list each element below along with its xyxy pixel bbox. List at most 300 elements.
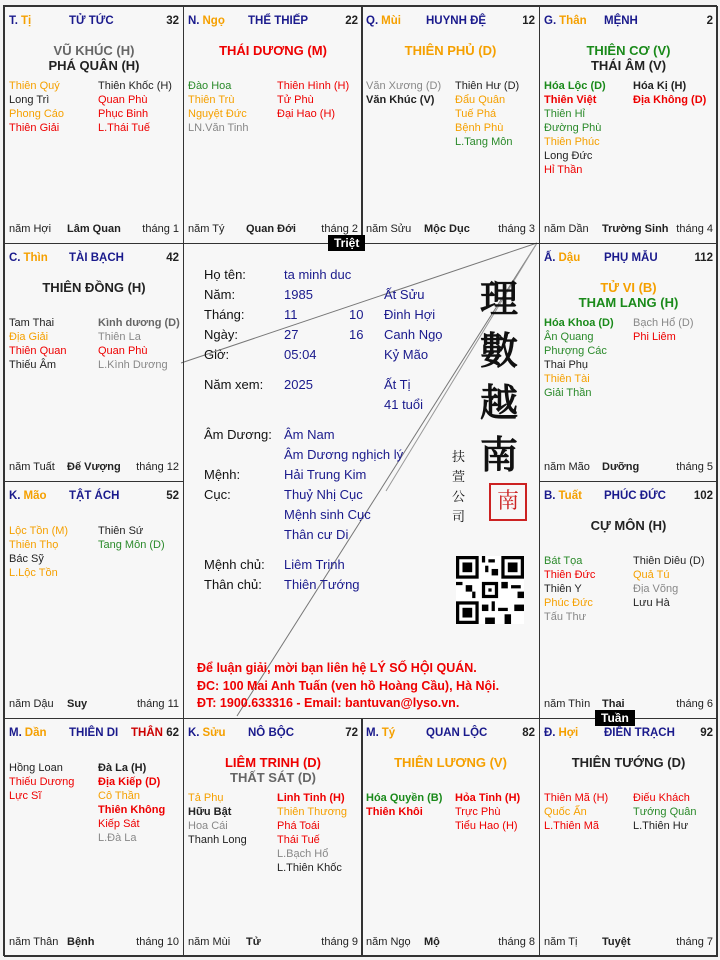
minor-star: Địa Không (D) [633, 94, 707, 106]
month-label: tháng 6 [676, 698, 713, 710]
minor-star: Thiên Phúc [544, 136, 600, 148]
palace-name: HUYNH ĐỆ [426, 15, 487, 27]
triet-tag: Triệt [328, 235, 365, 251]
palace-chi: Hợi [558, 727, 579, 739]
truong-sinh-stage: Thai [602, 698, 625, 710]
palace-can: T. [9, 15, 18, 27]
year-label: năm Mão [544, 461, 590, 473]
main-star: LIÊM TRINH (D) [224, 755, 322, 770]
good-stars-column [9, 79, 64, 135]
minor-star: Trực Phù [455, 806, 501, 818]
calligraphy-char-4: 南 [479, 432, 518, 477]
minor-star: Thiên Tài [544, 373, 590, 385]
palace-chi: Sửu [202, 727, 226, 739]
than-chu-label: Thân chủ: [204, 577, 262, 592]
bad-stars-column [98, 79, 172, 135]
palace-footer [9, 936, 179, 950]
minor-star: Thiên Trù [188, 94, 235, 106]
palace-can: B. [544, 490, 556, 502]
palace-header [9, 490, 179, 504]
minor-star: Đường Phù [544, 122, 602, 134]
ngay-can-chi: Canh Ngọ [384, 327, 443, 342]
minor-star: Thiên Thọ [9, 539, 59, 551]
minor-star: Thiên Hình (H) [277, 80, 350, 92]
minor-star: L.Thái Tuế [98, 122, 150, 134]
cell-mui[interactable] [361, 6, 540, 244]
minor-star: Nguyệt Đức [188, 108, 247, 120]
minor-star: L.Đà La [98, 832, 137, 844]
minor-star: Phục Binh [98, 108, 149, 120]
main-star: THAM LANG (H) [578, 295, 679, 310]
year-label: năm Tị [544, 936, 578, 948]
cell-dan[interactable] [4, 718, 184, 957]
palace-footer [9, 223, 179, 237]
ngay-value: 27 [284, 327, 299, 342]
minor-star: Tấu Thư [544, 611, 587, 623]
cuc-label: Cục: [204, 487, 231, 502]
minor-star: Thiếu Âm [9, 359, 57, 371]
minor-star: Phi Liêm [633, 331, 676, 343]
minor-star: L.Thiên Mã [544, 820, 600, 832]
minor-star: L.Lộc Tồn [9, 567, 58, 579]
cuc-value: Thuỷ Nhị Cục [284, 487, 363, 502]
than-chu-value: Thiên Tướng [284, 577, 360, 592]
tuan-tag: Tuần [595, 710, 635, 726]
palace-can: K. [188, 727, 200, 739]
minor-star: Bạch Hổ (D) [633, 317, 694, 329]
minor-star: Điếu Khách [633, 792, 690, 804]
palace-can: M. [9, 727, 22, 739]
calligraphy-small-1: 扶 [452, 450, 466, 465]
minor-star: Phượng Các [544, 345, 607, 357]
palace-chi: Dậu [558, 252, 581, 264]
month-label: tháng 2 [321, 223, 358, 235]
calligraphy-char-1: 理 [479, 276, 518, 321]
menh-label: Mệnh: [204, 467, 241, 482]
main-star: THIÊN CƠ (V) [586, 43, 671, 58]
minor-star: Thiên Quý [9, 80, 60, 92]
palace-name: ĐIỀN TRẠCH [604, 727, 675, 739]
minor-star: Long Đức [544, 150, 593, 162]
palace-number: 42 [166, 252, 179, 264]
calligraphy-small-2: 萱 [452, 470, 466, 485]
palace-footer [9, 698, 179, 712]
main-star: THIÊN TƯỚNG (D) [571, 755, 686, 770]
truong-sinh-stage: Suy [67, 698, 88, 710]
minor-star: Bác Sỹ [9, 553, 44, 565]
year-label: năm Dần [544, 223, 589, 235]
minor-star: Đẩu Quân [455, 94, 506, 106]
palace-number: 32 [166, 15, 179, 27]
minor-star: Phong Cáo [9, 108, 65, 120]
palace-can: N. [188, 15, 200, 27]
palace-number: 52 [166, 490, 179, 502]
nam-label: Năm: [204, 287, 236, 302]
main-star: THÁI ÂM (V) [590, 58, 667, 73]
ho-ten-value: ta minh duc [284, 267, 352, 282]
palace-name: THIÊN DI [69, 727, 119, 739]
palace-header [366, 15, 535, 29]
palace-name: MỆNH [604, 15, 638, 27]
palace-header [9, 727, 179, 741]
good-stars-column [9, 761, 74, 803]
palace-header [544, 15, 713, 29]
am-duong-value: Âm Nam [284, 427, 335, 442]
palace-can: C. [9, 252, 21, 264]
minor-star: Thiên Quan [9, 345, 67, 357]
palace-number: 102 [693, 490, 713, 502]
minor-star: Quan Phù [98, 345, 148, 357]
palace-name: TỬ TỨC [69, 15, 114, 27]
truong-sinh-stage: Tử [246, 936, 261, 948]
year-label: năm Hợi [9, 223, 52, 235]
palace-number: 12 [522, 15, 535, 27]
good-stars-column [366, 791, 442, 819]
truong-sinh-stage: Trường Sinh [602, 223, 669, 235]
month-label: tháng 11 [136, 698, 179, 710]
seal-char: 南 [496, 489, 519, 514]
minor-star: L.Tang Môn [455, 136, 513, 148]
thang-label: Tháng: [204, 307, 245, 322]
main-star: THÁI DƯƠNG (M) [219, 43, 327, 58]
minor-star: Văn Xương (D) [366, 80, 442, 92]
truong-sinh-stage: Đế Vượng [67, 461, 121, 473]
minor-star: Phá Toái [277, 820, 320, 832]
palace-can: G. [544, 15, 557, 27]
minor-star: Đào Hoa [188, 80, 232, 92]
calligraphy-char-2: 數 [479, 328, 518, 373]
good-stars-column [544, 554, 595, 624]
palace-footer [544, 223, 713, 237]
palace-chi: Tuất [558, 490, 582, 502]
cell-thin[interactable] [4, 243, 184, 482]
month-label: tháng 10 [136, 936, 179, 948]
palace-number: 82 [522, 727, 535, 739]
minor-star: Lộc Tồn (M) [9, 525, 69, 537]
minor-star: Phúc Đức [544, 597, 593, 609]
palace-header [544, 727, 713, 741]
minor-star: Tuế Phá [455, 108, 497, 120]
palace-footer [188, 936, 358, 950]
minor-star: Tướng Quân [633, 806, 697, 818]
bad-stars-column [277, 79, 349, 121]
palace-number: 2 [706, 15, 713, 27]
year-label: năm Thân [9, 936, 59, 948]
minor-star: Bệnh Phù [455, 122, 504, 134]
month-label: tháng 12 [136, 461, 179, 473]
main-star: THIÊN ĐỒNG (H) [42, 280, 146, 295]
minor-star: Thiên Hỉ [544, 108, 585, 120]
main-star: PHÁ QUÂN (H) [48, 58, 140, 73]
minor-star: Giải Thần [544, 387, 592, 399]
minor-star: Văn Khúc (V) [366, 94, 435, 106]
palace-chi: Tý [381, 727, 396, 739]
year-label: năm Sửu [366, 223, 412, 235]
palace-name: PHỤ MẪU [604, 252, 658, 264]
tuoi-value: 41 tuổi [384, 397, 424, 412]
gio-can-chi: Kỷ Mão [384, 347, 429, 362]
palace-can: Ấ. [544, 252, 556, 264]
minor-star: Thiên Thương [277, 806, 348, 818]
minor-star: Quả Tú [633, 569, 670, 581]
minor-star: Thai Phụ [544, 359, 589, 371]
minor-star: Kiếp Sát [98, 818, 140, 830]
minor-star: Hỏa Tinh (H) [455, 792, 521, 804]
truong-sinh-stage: Quan Đới [246, 223, 296, 235]
seal-stamp [489, 483, 527, 521]
bad-stars-column [633, 791, 697, 833]
calligraphy-char-3: 越 [479, 380, 518, 425]
la-so-chart [3, 5, 717, 956]
minor-star: Bát Tọa [544, 555, 583, 567]
palace-name: THỂ THIẾP [248, 15, 309, 27]
minor-star: Tử Phù [277, 94, 314, 106]
ngay-label: Ngày: [204, 327, 238, 342]
minor-star: Thanh Long [188, 834, 247, 846]
contact-line-2: ĐC: 100 Mai Anh Tuấn (ven hồ Hoàng Cầu), Hà Nội. [197, 679, 500, 693]
bad-stars-column [633, 554, 705, 610]
contact-line-3: ĐT: 1900.633316 - Email: bantuvan@lyso.vn. [197, 696, 460, 710]
cell-suu[interactable] [183, 718, 363, 957]
cell-tuat[interactable] [539, 481, 718, 719]
year-label: năm Dậu [9, 698, 54, 710]
main-star: VŨ KHÚC (H) [53, 43, 135, 58]
minor-star: Hóa Lộc (D) [544, 80, 606, 92]
minor-star: Ân Quang [544, 331, 594, 343]
minor-star: Địa Kiếp (D) [98, 776, 161, 788]
palace-chi: Ngọ [202, 15, 225, 27]
bad-stars-column [455, 79, 519, 149]
minor-star: Tam Thai [9, 317, 55, 329]
palace-chi: Dần [24, 727, 47, 739]
ngay-am-lich: 16 [349, 327, 364, 342]
palace-header [188, 727, 358, 741]
minor-star: Quan Phù [98, 94, 148, 106]
year-label: năm Ngọ [366, 936, 411, 948]
palace-name: NÔ BỘC [248, 727, 294, 739]
minor-star: Hóa Kị (H) [633, 80, 687, 92]
minor-star: Địa Giải [9, 331, 49, 343]
good-stars-column [9, 524, 68, 580]
palace-name: PHÚC ĐỨC [604, 490, 666, 502]
year-label: năm Tuất [9, 461, 55, 473]
month-label: tháng 5 [676, 461, 713, 473]
good-stars-column [188, 791, 247, 847]
menh-chu-value: Liêm Trinh [284, 557, 345, 572]
gio-value: 05:04 [284, 347, 317, 362]
palace-footer [544, 936, 713, 950]
bad-stars-column [98, 761, 165, 845]
good-stars-column [544, 791, 608, 833]
palace-number: 72 [345, 727, 358, 739]
nam-value: 1985 [284, 287, 313, 302]
am-duong-note: Âm Dương nghịch lý [284, 447, 404, 462]
palace-number: 62 [166, 727, 179, 739]
qr-code[interactable] [456, 556, 524, 624]
minor-star: L.Thiên Hư [633, 820, 689, 832]
palace-header [9, 15, 179, 29]
palace-can: M. [366, 727, 379, 739]
palace-can: Q. [366, 15, 379, 27]
minor-star: L.Thiên Khốc [277, 862, 342, 874]
minor-star: Hỉ Thần [544, 164, 583, 176]
good-stars-column [544, 316, 614, 400]
cell-ti[interactable] [4, 6, 184, 244]
bad-stars-column [633, 316, 694, 344]
main-star: TỬ VI (B) [600, 280, 657, 295]
minor-star: Tang Môn (D) [98, 539, 165, 551]
menh-chu-label: Mệnh chủ: [204, 557, 265, 572]
main-star: CỰ MÔN (H) [590, 518, 667, 533]
truong-sinh-stage: Lâm Quan [67, 223, 121, 235]
palace-header [188, 15, 358, 29]
minor-star: LN.Văn Tinh [188, 122, 249, 134]
palace-name: TÀI BẠCH [69, 252, 124, 264]
palace-number: 112 [694, 252, 713, 264]
minor-star: Hóa Khoa (D) [544, 317, 614, 329]
contact-line-1: Để luận giải, mời bạn liên hệ LÝ SỐ HỘI QUÁN. [197, 661, 477, 675]
month-label: tháng 9 [321, 936, 358, 948]
minor-star: Lực Sĩ [9, 790, 42, 802]
minor-star: Thiên Y [544, 583, 582, 595]
minor-star: Tả Phụ [188, 792, 224, 804]
bad-stars-column [633, 79, 706, 107]
palace-name: TẬT ÁCH [69, 490, 120, 502]
thang-am-lich: 10 [349, 307, 364, 322]
cell-dau[interactable] [539, 243, 718, 482]
palace-header [9, 252, 179, 266]
palace-chi: Thìn [23, 252, 48, 264]
bad-stars-column [98, 316, 180, 372]
minor-star: Tiểu Hao (H) [455, 820, 518, 832]
year-label: năm Thìn [544, 698, 591, 710]
palace-footer [366, 936, 535, 950]
minor-star: Linh Tinh (H) [277, 792, 345, 804]
minor-star: Kình dương (D) [98, 317, 180, 329]
palace-header [366, 727, 535, 741]
bad-stars-column [455, 791, 520, 833]
truong-sinh-stage: Mộc Dục [424, 223, 470, 235]
truong-sinh-stage: Mộ [424, 936, 440, 948]
palace-can: K. [9, 490, 21, 502]
minor-star: Thái Tuế [277, 834, 320, 846]
minor-star: Thiên La [98, 331, 141, 343]
main-star: THIÊN PHỦ (D) [404, 43, 497, 58]
minor-star: L.Kình Dương [98, 359, 168, 371]
main-star: THIÊN LƯƠNG (V) [394, 755, 507, 770]
cell-mao[interactable] [4, 481, 184, 719]
good-stars-column [188, 79, 249, 135]
minor-star: Thiên Việt [544, 94, 597, 106]
nam-can-chi: Ất Sửu [384, 287, 425, 302]
minor-star: L.Bạch Hổ [277, 848, 329, 860]
minor-star: Quốc Ấn [544, 806, 587, 818]
minor-star: Hoa Cái [188, 820, 228, 832]
cell-than[interactable] [539, 6, 718, 244]
palace-chi: Tị [20, 15, 32, 27]
minor-star: Thiên Hư (D) [455, 80, 520, 92]
center-info [184, 243, 541, 718]
minor-star: Đà La (H) [98, 762, 147, 774]
palace-footer [9, 461, 179, 475]
truong-sinh-stage: Dưỡng [602, 461, 640, 473]
calligraphy-small-4: 司 [452, 510, 466, 525]
truong-sinh-stage: Bệnh [67, 936, 95, 948]
nam-xem-can-chi: Ất Tị [384, 377, 411, 392]
palace-can: Đ. [544, 727, 556, 739]
minor-star: Thiếu Dương [9, 776, 75, 788]
palace-chi: Mùi [381, 15, 401, 27]
palace-header [544, 252, 713, 266]
calligraphy-small-3: 公 [452, 490, 466, 505]
bad-stars-column [277, 791, 347, 875]
minor-star: Thiên Không [98, 804, 166, 816]
palace-chi: Thân [559, 15, 587, 27]
minor-star: Thiên Giải [9, 122, 60, 134]
gio-label: Giờ: [204, 347, 230, 362]
nam-xem-value: 2025 [284, 377, 313, 392]
palace-name: QUAN LỘC [426, 727, 488, 739]
cell-ty[interactable] [361, 718, 540, 957]
minor-star: Địa Võng [633, 583, 679, 595]
minor-star: Cô Thần [98, 790, 140, 802]
cell-ngo[interactable] [183, 6, 363, 244]
month-label: tháng 7 [676, 936, 713, 948]
palace-footer [366, 223, 535, 237]
month-label: tháng 4 [676, 223, 713, 235]
year-label: năm Mùi [188, 936, 231, 948]
minor-star: Long Trì [9, 94, 50, 106]
minor-star: Thiên Đức [544, 569, 596, 581]
minor-star: Lưu Hà [633, 597, 670, 609]
minor-star: Hồng Loan [9, 762, 63, 774]
palace-header [544, 490, 713, 504]
minor-star: Hữu Bật [188, 806, 232, 818]
good-stars-column [9, 316, 66, 372]
month-label: tháng 8 [498, 936, 535, 948]
palace-footer [544, 461, 713, 475]
minor-star: Thiên Sứ [98, 525, 144, 537]
cuc-relation: Mệnh sinh Cục [284, 507, 371, 522]
ho-ten-label: Họ tên: [204, 267, 246, 282]
menh-value: Hải Trung Kim [284, 467, 367, 482]
palace-number: 92 [700, 727, 713, 739]
than-marker: THÂN [131, 727, 163, 739]
thang-can-chi: Đinh Hợi [384, 307, 436, 322]
good-stars-column [544, 79, 606, 177]
am-duong-label: Âm Dương: [204, 427, 272, 442]
bad-stars-column [98, 524, 165, 552]
than-cu: Thân cư Di [284, 527, 349, 542]
main-star: THẤT SÁT (D) [230, 770, 316, 785]
year-label: năm Tý [188, 223, 225, 235]
month-label: tháng 1 [142, 223, 179, 235]
calligraphy-small [452, 448, 465, 528]
minor-star: Thiên Khốc (H) [98, 80, 172, 92]
good-stars-column [366, 79, 441, 107]
nam-xem-label: Năm xem: [204, 377, 264, 392]
palace-chi: Mão [23, 490, 47, 502]
cell-hoi[interactable] [539, 718, 718, 957]
month-label: tháng 3 [498, 223, 535, 235]
minor-star: Thiên Diêu (D) [633, 555, 705, 567]
minor-star: Đại Hao (H) [277, 108, 336, 120]
thang-value: 11 [284, 307, 298, 322]
truong-sinh-stage: Tuyệt [602, 936, 631, 948]
calligraphy-logo [469, 273, 529, 481]
minor-star: Hóa Quyền (B) [366, 792, 443, 804]
palace-number: 22 [345, 15, 358, 27]
